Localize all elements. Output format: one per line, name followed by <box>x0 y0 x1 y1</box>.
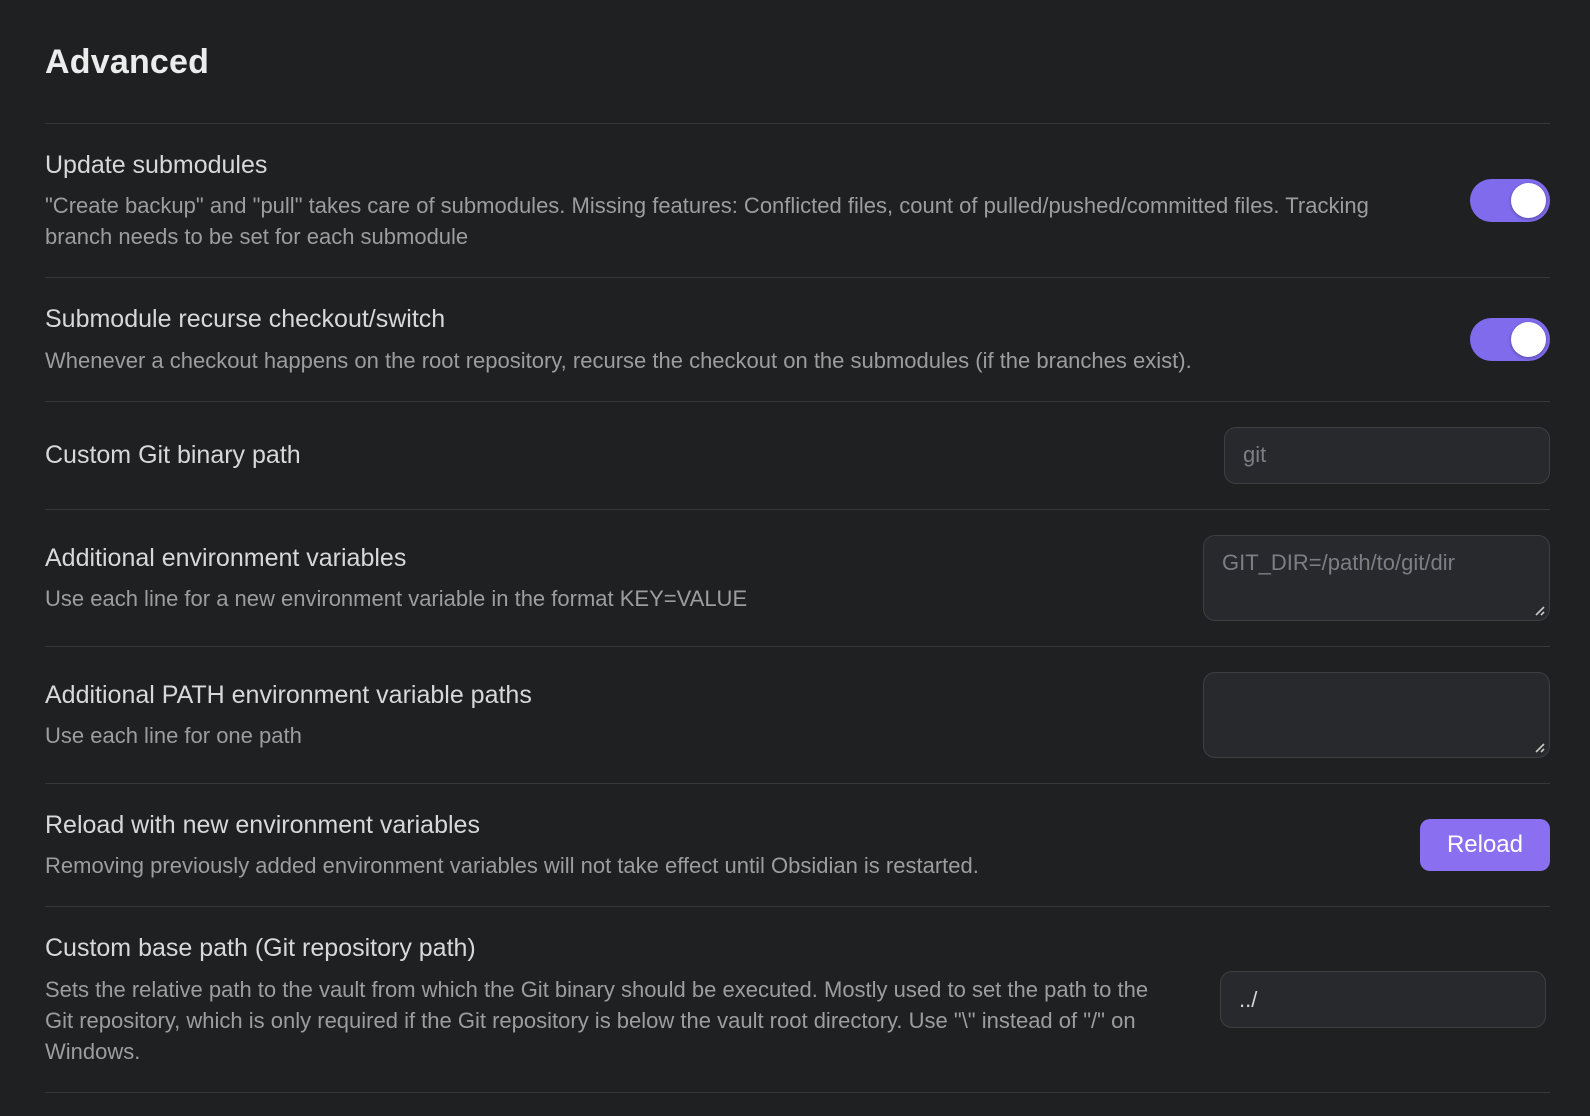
setting-row-path-env-paths <box>45 646 1550 783</box>
toggle-knob <box>1511 322 1546 357</box>
settings-list <box>45 123 1550 1093</box>
setting-description: Use each line for one path <box>45 723 302 749</box>
setting-row-update-submodules <box>45 123 1550 278</box>
setting-control <box>1203 535 1550 621</box>
setting-info <box>45 303 1430 376</box>
toggle-knob <box>1511 183 1546 218</box>
base-path-input[interactable] <box>1220 971 1546 1028</box>
resize-handle-icon[interactable] <box>1531 602 1545 616</box>
setting-info <box>45 679 1163 752</box>
setting-description: Use each line for a new environment variable in the format KEY=VALUE <box>45 586 748 612</box>
setting-description: Removing previously added environment variables will not take effect until Obsidian is restarted. <box>45 853 979 879</box>
textarea-wrapper <box>1203 535 1550 621</box>
setting-control <box>1420 819 1550 871</box>
reload-button[interactable]: Reload <box>1420 819 1550 871</box>
update-submodules-toggle[interactable] <box>1470 179 1550 222</box>
setting-name: Submodule recurse checkout/switch <box>45 305 446 334</box>
env-variables-textarea[interactable] <box>1203 535 1550 621</box>
setting-row-custom-base-path <box>45 906 1550 1093</box>
setting-info <box>45 542 1163 615</box>
setting-row-env-variables <box>45 509 1550 646</box>
submodule-recurse-toggle[interactable] <box>1470 318 1550 361</box>
resize-handle-icon[interactable] <box>1531 739 1545 753</box>
setting-control <box>1224 427 1550 484</box>
setting-control <box>1203 672 1550 758</box>
git-binary-path-input[interactable] <box>1224 427 1550 484</box>
page-title: Advanced <box>45 43 210 81</box>
setting-row-git-binary-path <box>45 401 1550 509</box>
setting-description: Sets the relative path to the vault from which the Git binary should be executed. Mostly used to set the path to the Git repository, which is only required if the Git repository is below the vault root directory. Use "\" instead of "/" on Windows. <box>45 976 1149 1064</box>
setting-description: Whenever a checkout happens on the root repository, recurse the checkout on the submodules (if the branches exist). <box>45 347 1192 373</box>
setting-row-reload-env <box>45 783 1550 907</box>
setting-info <box>45 932 1180 1067</box>
setting-name: Update submodules <box>45 150 268 179</box>
setting-name: Additional environment variables <box>45 543 407 572</box>
setting-info <box>45 439 1184 472</box>
setting-name: Reload with new environment variables <box>45 810 480 839</box>
setting-control <box>1470 318 1550 361</box>
setting-description: "Create backup" and "pull" takes care of submodules. Missing features: Conflicted files, count of pulled/pushed/committed files. Tracking branch needs to be set for each submodule <box>45 193 1369 250</box>
setting-info <box>45 809 1380 882</box>
setting-name: Custom Git binary path <box>45 441 301 470</box>
setting-control <box>1220 971 1546 1028</box>
setting-name: Custom base path (Git repository path) <box>45 934 476 963</box>
path-env-paths-textarea[interactable] <box>1203 672 1550 758</box>
setting-control <box>1470 179 1550 222</box>
setting-name: Additional PATH environment variable paths <box>45 680 532 709</box>
setting-info <box>45 149 1430 253</box>
textarea-wrapper <box>1203 672 1550 758</box>
setting-row-submodule-recurse <box>45 277 1550 401</box>
